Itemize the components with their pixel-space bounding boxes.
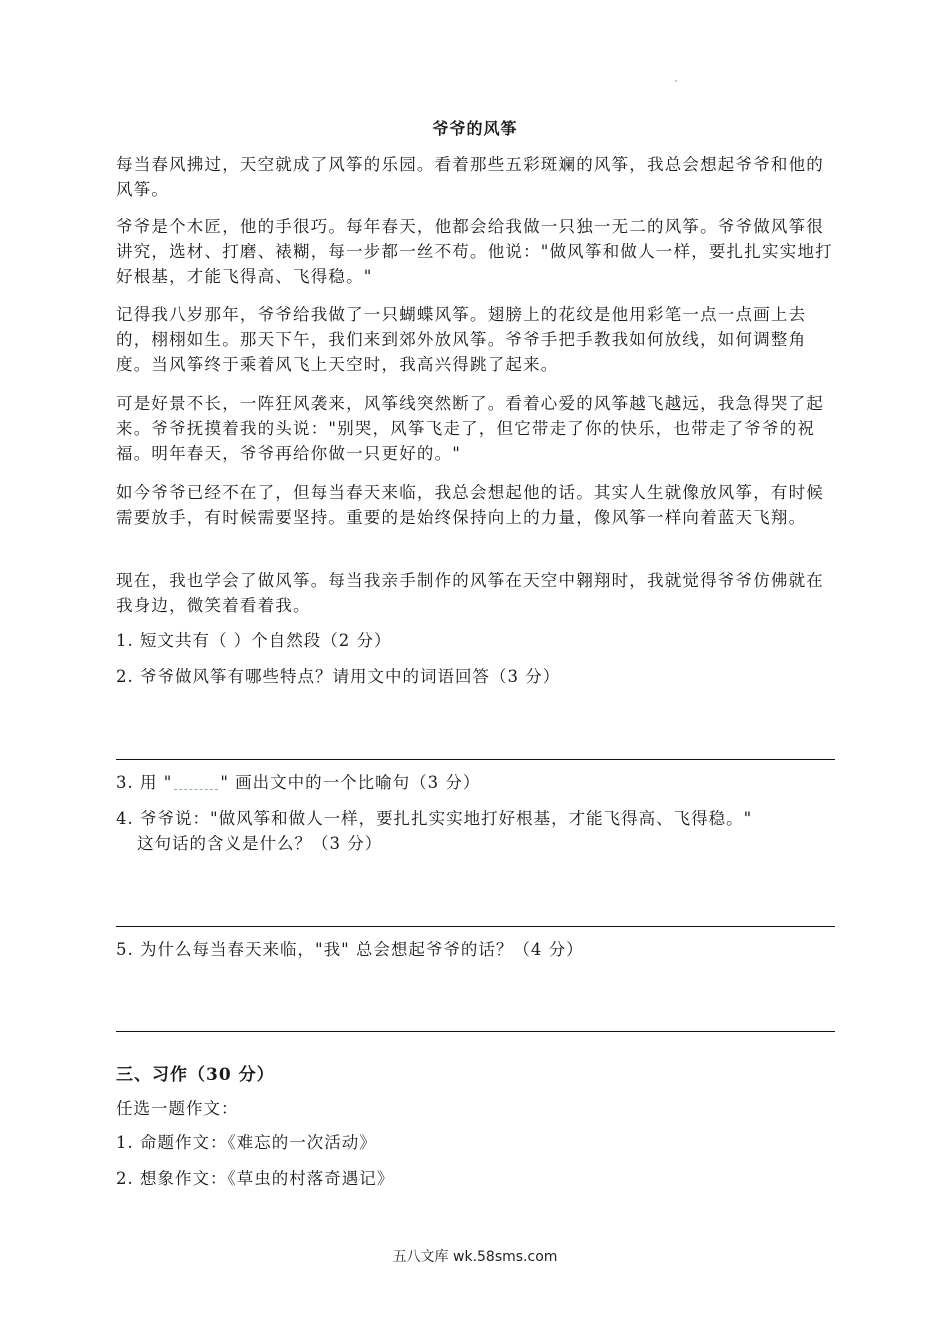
question-4: [116, 806, 836, 856]
answer-line-4[interactable]: [116, 926, 835, 927]
question-3-suffix: " 画出文中的一个比喻句（3 分）: [220, 773, 481, 792]
question-3: [116, 770, 836, 795]
answer-line-5[interactable]: [116, 1031, 835, 1032]
writing-option-1: 1. 命题作文：《难忘的一次活动》: [116, 1133, 377, 1152]
passage-title: 爷爷的风筝: [432, 119, 518, 138]
footer-watermark: 五八文库 wk.58sms.com: [392, 1249, 558, 1265]
writing-instruction: 任选一题作文：: [116, 1099, 239, 1118]
question-3-prefix: 3. 用 ": [116, 773, 173, 792]
section-3-heading: 三、习作（30 分）: [116, 1065, 275, 1085]
paragraph-3: 记得我八岁那年，爷爷给我做了一只蝴蝶风筝。翅膀上的花纹是他用彩笔一点一点画上去的，栩栩如生。那天下午，我们来到郊外放风筝。爷爷手把手教我如何放线，如何调整角度。当风筝终于乘着风飞上天空时，我高兴得跳了起来。: [116, 305, 807, 374]
question-5: 5. 为什么每当春天来临，"我" 总会想起爷爷的话？（4 分）: [116, 940, 584, 959]
paragraph-4: 可是好景不长，一阵狂风袭来，风筝线突然断了。看着心爱的风筝越飞越远，我急得哭了起来。爷爷抚摸着我的头说："别哭，风筝飞走了，但它带走了你的快乐，也带走了爷爷的祝福。明年春天，爷爷再给你做一只更好的。": [116, 394, 824, 463]
question-4-line2: 这句话的含义是什么？（3 分）: [137, 834, 383, 853]
question-1: 1. 短文共有（ ）个自然段（2 分）: [116, 631, 392, 650]
answer-line-2[interactable]: [116, 759, 835, 760]
writing-option-2: 2. 想象作文：《草虫的村落奇遇记》: [116, 1169, 395, 1188]
speck-mark: [675, 80, 677, 82]
paragraph-1: 每当春风拂过，天空就成了风筝的乐园。看着那些五彩斑斓的风筝，我总会想起爷爷和他的风筝。: [116, 155, 824, 199]
wavy-underline-sample: [174, 779, 218, 790]
paragraph-2: 爷爷是个木匠，他的手很巧。每年春天，他都会给我做一只独一无二的风筝。爷爷做风筝很讲究，选材、打磨、裱糊，每一步都一丝不苟。他说："做风筝和做人一样，要扎扎实实地打好根基，才能飞得高、飞得稳。": [116, 217, 833, 286]
paragraph-5: 如今爷爷已经不在了，但每当春天来临，我总会想起他的话。其实人生就像放风筝，有时候需要放手，有时候需要坚持。重要的是始终保持向上的力量，像风筝一样向着蓝天飞翔。: [116, 483, 824, 527]
paragraph-6: 现在，我也学会了做风筝。每当我亲手制作的风筝在天空中翱翔时，我就觉得爷爷仿佛就在我身边，微笑着看着我。: [116, 571, 824, 615]
question-4-line1: 4. 爷爷说："做风筝和做人一样，要扎扎实实地打好根基，才能飞得高、飞得稳。": [116, 809, 753, 828]
question-2: 2. 爷爷做风筝有哪些特点？请用文中的词语回答（3 分）: [116, 667, 561, 686]
